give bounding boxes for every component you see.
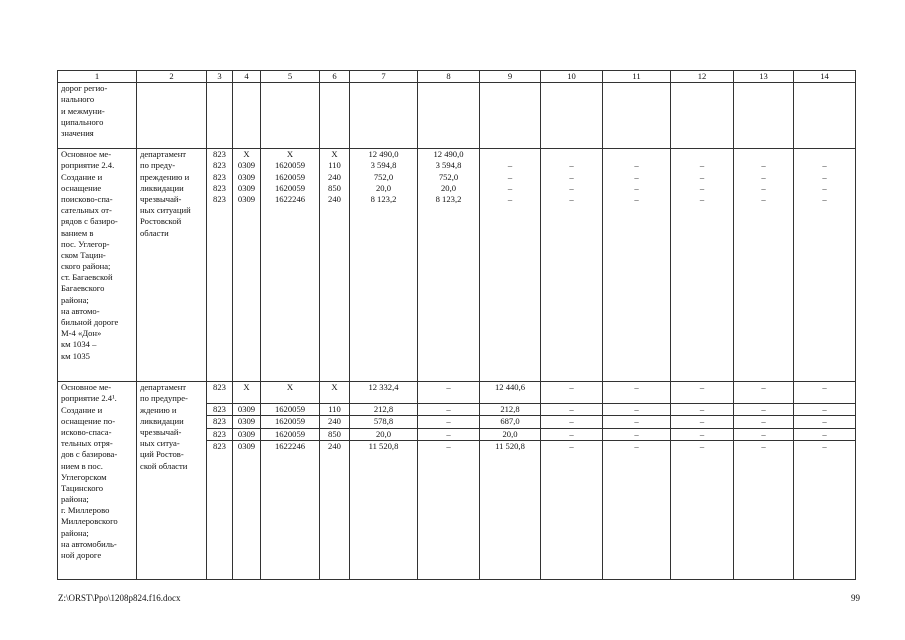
header-cell: 8 — [418, 71, 480, 83]
value: 3 594,8 — [435, 160, 462, 171]
value: 240 — [328, 193, 341, 204]
value: 1620059 — [261, 429, 319, 441]
value: 752,0 — [438, 171, 459, 182]
text-line: бильной дороге — [61, 317, 119, 328]
value-cell — [207, 382, 233, 580]
value: Х — [233, 382, 260, 404]
activity-name-cell — [58, 149, 137, 382]
value: – — [603, 429, 670, 441]
value: 0309 — [233, 416, 260, 428]
value: – — [794, 404, 855, 416]
text-line: ной дороге — [61, 550, 102, 561]
value: – — [734, 382, 793, 404]
text-line: нального — [61, 94, 95, 105]
text-line: на автомобиль- — [61, 538, 117, 549]
text-line: чрезвычай- — [140, 193, 182, 204]
value: – — [569, 171, 574, 182]
header-cell: 9 — [480, 71, 541, 83]
text-line: ных ситуаций — [140, 205, 191, 216]
text-line: ском Тацин- — [61, 249, 106, 260]
value: Х — [243, 149, 250, 160]
value: – — [507, 171, 513, 182]
value: 12 490,0 — [368, 149, 399, 160]
value-cell — [541, 149, 603, 382]
value-cell — [418, 149, 480, 382]
value: – — [699, 182, 705, 193]
value — [606, 149, 667, 160]
value: 752,0 — [373, 171, 394, 182]
header-cell: 6 — [320, 71, 350, 83]
value: 0309 — [237, 182, 256, 193]
value-cell — [603, 382, 671, 580]
value: – — [569, 182, 574, 193]
value: – — [569, 440, 574, 451]
value: 8 123,2 — [435, 193, 462, 204]
value: 212,8 — [480, 404, 540, 416]
value: – — [734, 404, 793, 416]
value-cell — [350, 149, 418, 382]
value: – — [822, 171, 827, 182]
value: – — [761, 160, 766, 171]
row-title-cell — [58, 83, 137, 149]
value-cell — [207, 149, 233, 382]
text-line: ждению и — [140, 404, 177, 415]
value-cell — [233, 149, 261, 382]
header-cell: 10 — [541, 71, 603, 83]
value-cell — [350, 382, 418, 580]
value: – — [446, 440, 451, 451]
value: Х — [286, 149, 294, 160]
budget-table — [57, 70, 856, 580]
value: 850 — [328, 182, 341, 193]
value: 850 — [320, 429, 349, 441]
text-line: Ростовской — [140, 216, 182, 227]
value: 11 520,8 — [368, 440, 399, 451]
value: – — [699, 171, 705, 182]
text-line: Создание и — [61, 171, 103, 182]
text-line: г. Миллерово — [61, 505, 110, 516]
text-line: сательных от- — [61, 205, 112, 216]
value-cell — [734, 149, 794, 382]
header-cell: 14 — [794, 71, 856, 83]
value: 12 440,6 — [480, 382, 540, 404]
value: 240 — [320, 416, 349, 428]
value: 20,0 — [350, 429, 417, 441]
value-cell — [261, 382, 320, 580]
text-line: ского района; — [61, 261, 111, 272]
value: – — [761, 182, 766, 193]
value-cell — [480, 382, 541, 580]
value: 823 — [213, 440, 226, 451]
value: – — [822, 182, 827, 193]
text-line: пос. Углегор- — [61, 238, 110, 249]
value: 12 332,4 — [350, 382, 417, 404]
text-line: ций Ростов- — [140, 449, 184, 460]
text-line: по преду- — [140, 160, 176, 171]
value-cell — [233, 382, 261, 580]
page-number: 99 — [851, 593, 860, 603]
text-line: ванием в — [61, 227, 94, 238]
text-line: Углегорском — [61, 471, 107, 482]
value: 240 — [328, 440, 341, 451]
value: – — [634, 160, 639, 171]
value: 823 — [213, 160, 226, 171]
value — [544, 149, 599, 160]
text-line: департамент — [140, 382, 187, 393]
header-cell: 5 — [261, 71, 320, 83]
table-row — [58, 149, 856, 382]
header-row — [58, 71, 856, 83]
value-cell — [794, 382, 856, 580]
value: – — [569, 160, 574, 171]
value: – — [761, 193, 766, 204]
value-cell — [418, 382, 480, 580]
value: 11 520,8 — [495, 440, 525, 451]
value: – — [418, 416, 479, 428]
value: 823 — [213, 193, 226, 204]
text-line: преждению и — [140, 171, 190, 182]
value: – — [822, 193, 827, 204]
value: Х — [331, 149, 338, 160]
value: 8 123,2 — [370, 193, 397, 204]
value — [737, 149, 790, 160]
value: – — [603, 382, 670, 404]
text-line: рядов с базиро- — [61, 216, 118, 227]
value: 823 — [213, 149, 226, 160]
value: – — [794, 382, 855, 404]
text-line: дов с базирова- — [61, 449, 118, 460]
table-row — [58, 382, 856, 580]
text-line: района; — [61, 494, 89, 505]
text-line: ликвидации — [140, 182, 184, 193]
value-cell — [671, 382, 734, 580]
text-line: Основное ме- — [61, 382, 112, 393]
value: 1620059 — [261, 404, 319, 416]
value-cell — [541, 382, 603, 580]
text-line: роприятие 2.4¹. — [61, 393, 117, 404]
value: 20,0 — [480, 429, 540, 441]
text-line: и межмуни- — [61, 105, 105, 116]
value: – — [634, 193, 639, 204]
value: 0309 — [237, 171, 256, 182]
value: 1620059 — [274, 182, 306, 193]
value: – — [541, 429, 602, 441]
value: 823 — [213, 182, 226, 193]
value: – — [418, 429, 479, 441]
value: – — [507, 160, 513, 171]
value: – — [734, 429, 793, 441]
value: 1622246 — [274, 193, 306, 204]
value: – — [822, 160, 827, 171]
text-line: департамент — [140, 149, 187, 160]
value: 212,8 — [350, 404, 417, 416]
text-line: Основное ме- — [61, 149, 112, 160]
text-line: области — [140, 227, 169, 238]
value — [674, 149, 730, 160]
value: 823 — [207, 429, 232, 441]
value — [483, 149, 537, 160]
table-row — [58, 83, 856, 149]
text-line: чрезвычай- — [140, 426, 182, 437]
value: – — [634, 182, 639, 193]
value: Х — [261, 382, 319, 404]
text-line: ципального — [61, 116, 104, 127]
value: – — [418, 382, 479, 404]
value: – — [603, 404, 670, 416]
value: 1620059 — [274, 160, 306, 171]
value: – — [634, 171, 639, 182]
value: 578,8 — [350, 416, 417, 428]
header-cell: 3 — [207, 71, 233, 83]
text-line: ской области — [140, 460, 188, 471]
executor-cell — [137, 149, 207, 382]
value: Х — [320, 382, 349, 404]
text-line: поисково-спа- — [61, 193, 113, 204]
value: – — [569, 193, 574, 204]
value: – — [822, 440, 827, 451]
header-cell: 4 — [233, 71, 261, 83]
value: 823 — [207, 416, 232, 428]
value: – — [507, 193, 513, 204]
text-line: оснащение по- — [61, 415, 116, 426]
value: – — [541, 416, 602, 428]
value: 0309 — [237, 193, 256, 204]
value: 1620059 — [274, 171, 306, 182]
value: – — [671, 382, 733, 404]
value: – — [671, 416, 733, 428]
text-line: значения — [61, 127, 94, 138]
value: 20,0 — [440, 182, 457, 193]
text-line: М-4 «Дон» — [61, 328, 102, 339]
value: – — [671, 404, 733, 416]
value: – — [603, 416, 670, 428]
text-line: ст. Багаевской — [61, 272, 113, 283]
text-line: района; — [61, 527, 89, 538]
value: 110 — [320, 404, 349, 416]
text-line: ликвидации — [140, 415, 184, 426]
header-cell: 13 — [734, 71, 794, 83]
value: – — [541, 382, 602, 404]
value: 3 594,8 — [370, 160, 397, 171]
value: – — [734, 416, 793, 428]
value: 0309 — [233, 429, 260, 441]
value: 823 — [207, 404, 232, 416]
file-path: Z:\ORST\Ppo\1208p824.f16.docx — [58, 593, 181, 603]
value-cell — [794, 149, 856, 382]
executor-cell — [137, 382, 207, 580]
value: – — [699, 440, 705, 451]
value: – — [507, 182, 513, 193]
value: 823 — [213, 171, 226, 182]
value: 687,0 — [480, 416, 540, 428]
value: 12 490,0 — [433, 149, 464, 160]
text-line: на автомо- — [61, 305, 100, 316]
value: 0309 — [237, 440, 256, 451]
text-line: Тацинского — [61, 482, 104, 493]
value: 0309 — [233, 404, 260, 416]
value: 1622246 — [274, 440, 306, 451]
value: 1620059 — [261, 416, 319, 428]
value: 240 — [328, 171, 341, 182]
value: 0309 — [237, 160, 256, 171]
text-line: км 1035 — [61, 350, 90, 361]
value: – — [761, 171, 766, 182]
header-cell: 1 — [58, 71, 137, 83]
text-line: тельных отря- — [61, 438, 113, 449]
value-cell — [480, 149, 541, 382]
text-line: нием в пос. — [61, 460, 103, 471]
value: – — [761, 440, 766, 451]
header-cell: 12 — [671, 71, 734, 83]
text-line: Создание и — [61, 404, 103, 415]
text-line: роприятие 2.4. — [61, 160, 115, 171]
text-line: по предупре- — [140, 393, 188, 404]
value-cell — [734, 382, 794, 580]
text-line: исково-спаса- — [61, 426, 112, 437]
value: 20,0 — [375, 182, 392, 193]
text-line: км 1034 – — [61, 339, 97, 350]
value-cell — [320, 149, 350, 382]
value-cell — [320, 382, 350, 580]
value: – — [699, 193, 705, 204]
text-line: Багаевского — [61, 283, 105, 294]
value: – — [418, 404, 479, 416]
value: 110 — [328, 160, 341, 171]
value: – — [671, 429, 733, 441]
text-line: дорог регио- — [61, 83, 108, 94]
text-line: оснащение — [61, 182, 102, 193]
value: – — [541, 404, 602, 416]
value: 823 — [207, 382, 232, 404]
header-cell: 7 — [350, 71, 418, 83]
text-line: района; — [61, 294, 89, 305]
value: – — [794, 416, 855, 428]
value — [797, 149, 852, 160]
value: – — [634, 440, 639, 451]
value: – — [699, 160, 705, 171]
text-line: Миллеровского — [61, 516, 118, 527]
header-cell: 11 — [603, 71, 671, 83]
header-cell: 2 — [137, 71, 207, 83]
value-cell — [671, 149, 734, 382]
activity-name-cell — [58, 382, 137, 580]
value-cell — [603, 149, 671, 382]
value-cell — [261, 149, 320, 382]
text-line: ных ситуа- — [140, 438, 180, 449]
value: – — [794, 429, 855, 441]
